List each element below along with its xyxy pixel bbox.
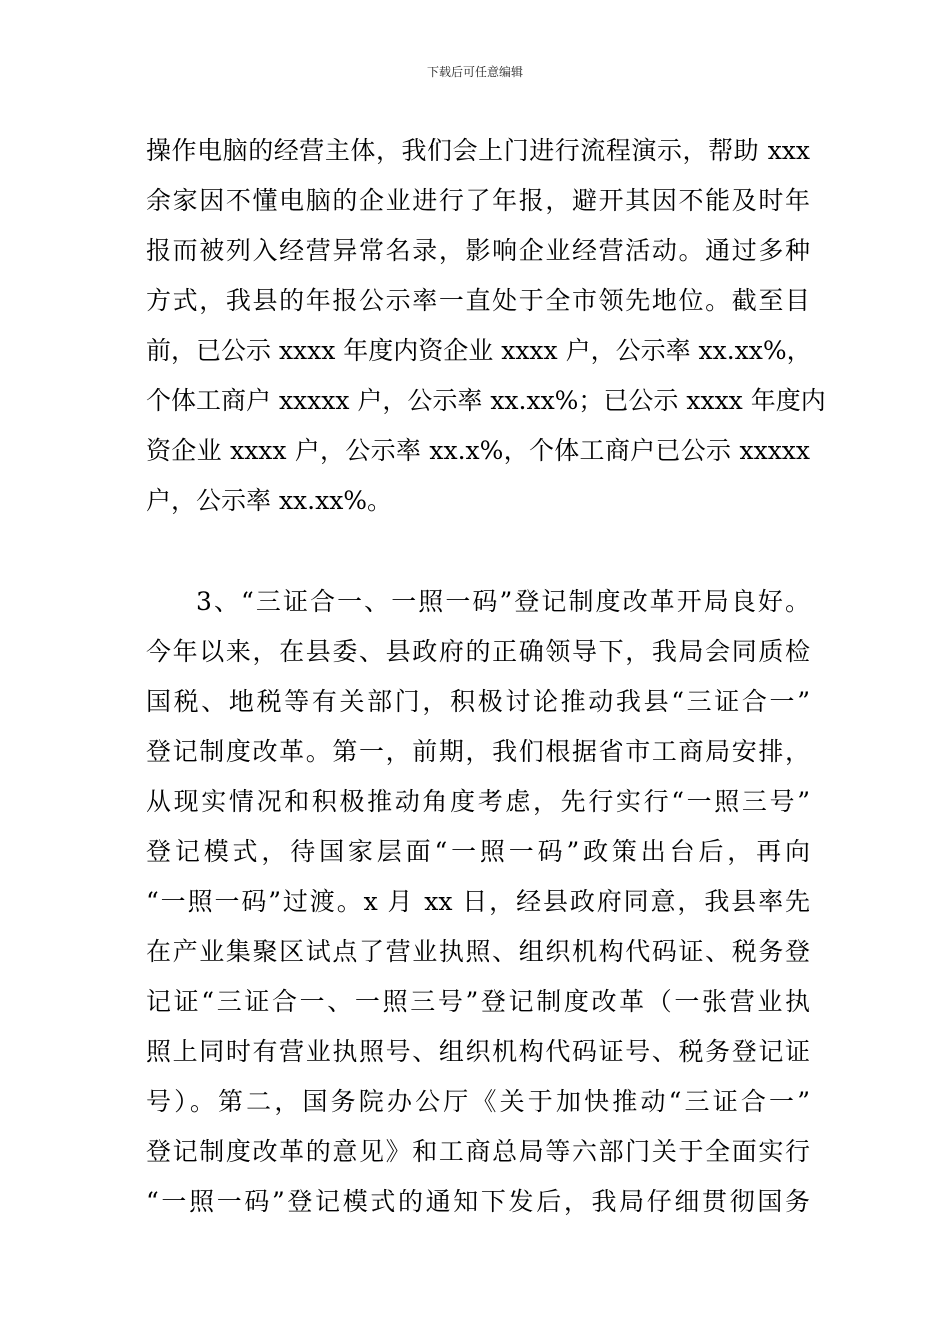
text-line: 号）。第二，国务院办公厅《关于加快推动“三证合一” bbox=[146, 1087, 810, 1116]
text-line: “一照一码”登记模式的通知下发后，我局仔细贯彻国务 bbox=[146, 1187, 810, 1216]
text-line: 报而被列入经营异常名录，影响企业经营活动。通过多种 bbox=[146, 236, 810, 265]
text-line: 个体工商户 xxxxx 户，公示率 xx.xx%；已公示 xxxx 年度内 bbox=[146, 386, 826, 415]
text-line: 在产业集聚区试点了营业执照、组织机构代码证、税务登 bbox=[146, 937, 810, 966]
text-line: 记证“三证合一、一照三号”登记制度改革（一张营业执 bbox=[146, 987, 810, 1016]
text-line: 登记制度改革。第一，前期，我们根据省市工商局安排， bbox=[146, 737, 810, 766]
text-line: 户，公示率 xx.xx%。 bbox=[146, 486, 393, 515]
text-line: 登记模式，待国家层面“一照一码”政策出台后，再向 bbox=[146, 837, 810, 866]
page-header: 下载后可任意编辑 bbox=[426, 65, 523, 79]
text-line: 登记制度改革的意见》和工商总局等六部门关于全面实行 bbox=[146, 1137, 810, 1166]
text-line: 国税、地税等有关部门，积极讨论推动我县“三证合一” bbox=[146, 687, 810, 716]
text-line: 照上同时有营业执照号、组织机构代码证号、税务登记证 bbox=[146, 1037, 810, 1066]
text-line: 余家因不懂电脑的企业进行了年报，避开其因不能及时年 bbox=[146, 186, 810, 215]
text-line: 操作电脑的经营主体，我们会上门进行流程演示，帮助 xxx bbox=[146, 136, 810, 165]
section-heading-line: 3、“三证合一、一照一码”登记制度改革开局良好。 bbox=[196, 587, 810, 616]
text-line: 方式，我县的年报公示率一直处于全市领先地位。截至目 bbox=[146, 286, 810, 315]
text-line: 今年以来，在县委、县政府的正确领导下，我局会同质检 bbox=[146, 637, 810, 666]
text-line: “一照一码”过渡。x 月 xx 日，经县政府同意，我县率先 bbox=[146, 887, 810, 916]
text-line: 前，已公示 xxxx 年度内资企业 xxxx 户，公示率 xx.xx%， bbox=[146, 336, 812, 365]
text-line: 资企业 xxxx 户，公示率 xx.x%，个体工商户已公示 xxxxx bbox=[146, 436, 810, 465]
text-line: 从现实情况和积极推动角度考虑，先行实行“一照三号” bbox=[146, 787, 810, 816]
